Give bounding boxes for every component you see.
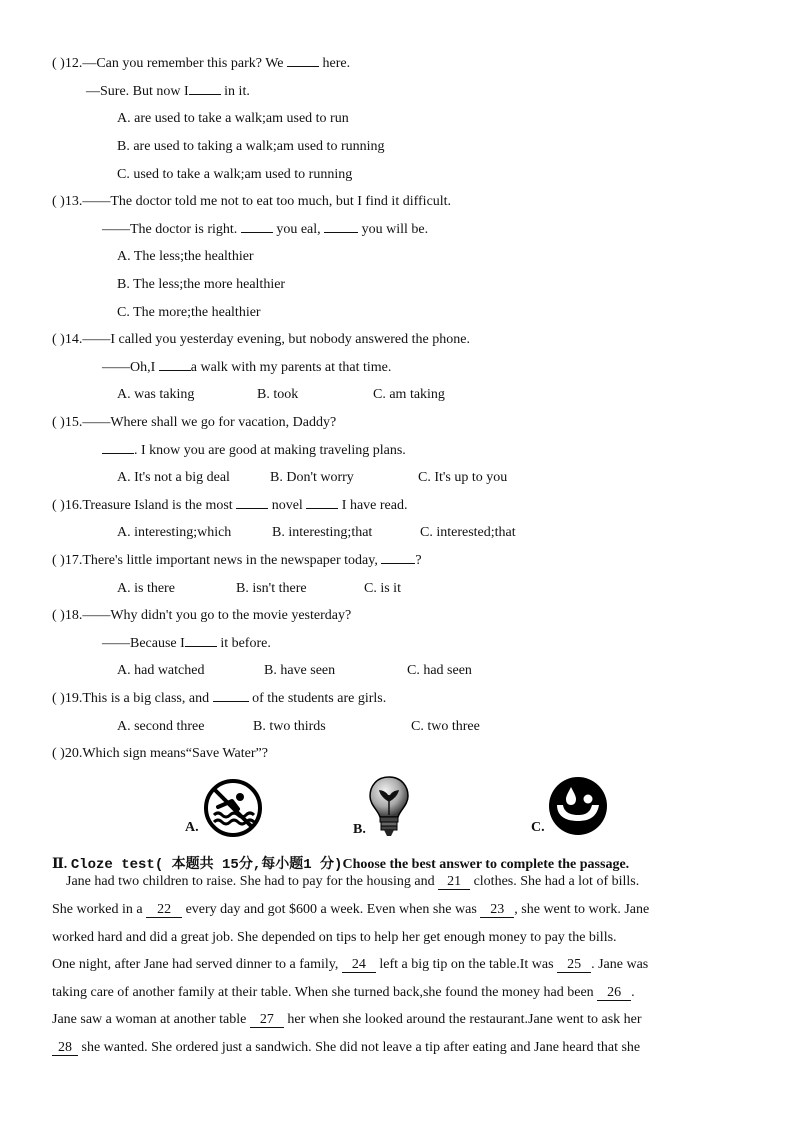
passage-text: . [631,985,635,1000]
question-stem: ——I called you yesterday evening, but nobody answered the phone. [82,332,470,347]
passage-text: she wanted. She ordered just a sandwich. She did not leave a tip after eating and Jane heard that she [78,1040,641,1055]
option-a: A. are used to take a walk;am used to run [117,111,349,126]
passage-text: left a big tip on the table.It was [375,957,558,972]
question-stem: I have read. [338,498,408,513]
question-18-reply [102,635,271,653]
answer-blank[interactable] [185,646,217,647]
passage-text: One night, after Jane had served dinner to a family, [52,957,342,972]
passage-text: Jane had two children to raise. She had to pay for the housing and [52,874,439,889]
passage-line [52,984,742,1002]
question-stem: ——Why didn't you go to the movie yesterday? [82,608,352,623]
passage-text: , she went to work. Jane [514,902,650,917]
question-number: ( )20. [52,746,83,761]
passage-text: taking care of another family at their table. When she turned back,she found the money had been [52,985,598,1000]
answer-blank[interactable] [306,508,338,509]
question-19 [52,690,386,708]
question-stem: ——The doctor told me not to eat too much, but I find it difficult. [82,194,452,209]
question-stem: ——Where shall we go for vacation, Daddy? [82,415,337,430]
option-b: B. two thirds [253,719,326,734]
reply-text: . I know you are good at making traveling plans. [134,443,406,458]
question-stem: here. [319,56,351,71]
passage-line [52,1039,742,1057]
blank-28[interactable]: 28 [52,1041,78,1056]
sign-b-label: B. [353,822,366,837]
question-number: ( )19. [52,691,83,706]
question-number: ( )16. [52,498,83,513]
blank-27[interactable]: 27 [250,1013,284,1028]
question-15 [52,414,336,432]
option-b: B. have seen [264,663,336,678]
reply-text: you eal, [272,222,325,237]
passage-line [52,901,742,919]
question-stem: There's little important news in the newspaper today, [82,553,382,568]
reply-text: ——The doctor is right. [102,222,241,237]
reply-text: ——Oh,I [102,360,159,375]
question-number: ( )14. [52,332,83,347]
option-b: B. are used to taking a walk;am used to running [117,139,385,154]
reply-text: you will be. [358,222,429,237]
reply-text: ——Because I [102,636,185,651]
blank-23[interactable]: 23 [480,903,514,918]
question-20 [52,745,268,763]
question-number: ( )12. [52,56,83,71]
question-16 [52,497,407,515]
answer-blank[interactable] [324,232,358,233]
question-18 [52,607,351,625]
passage-text: She worked in a [52,902,147,917]
question-14 [52,331,470,349]
answer-blank[interactable] [159,370,191,371]
question-stem: of the students are girls. [248,691,387,706]
sign-a-label: A. [185,820,199,835]
section-number: Ⅱ. [52,857,68,872]
reply-text: in it. [220,84,250,99]
option-c: C. It's up to you [418,470,508,485]
section-heading: Cloze test( 本题共 15分,每小题1 分) [70,857,343,873]
option-a: A. interesting;which [117,525,232,540]
sign-c-label: C. [531,820,545,835]
option-b: B. Don't worry [270,470,354,485]
question-stem: novel [268,498,307,513]
section-instruction: Choose the best answer to complete the passage. [342,857,630,872]
option-b: B. isn't there [236,581,307,596]
passage-line [52,1011,742,1029]
option-a: A. The less;the healthier [117,249,254,264]
answer-blank[interactable] [236,508,268,509]
question-number: ( )18. [52,608,83,623]
option-c: C. am taking [373,387,445,402]
passage-text: her when she looked around the restaurant.Jane went to ask her [283,1012,642,1027]
lightbulb-icon[interactable] [367,775,411,839]
answer-blank[interactable] [102,453,134,454]
option-a: A. second three [117,719,205,734]
question-number: ( )17. [52,553,83,568]
option-b: B. took [257,387,299,402]
water-drop-icon[interactable] [547,775,609,837]
blank-24[interactable]: 24 [342,958,376,973]
question-12-reply [86,83,250,101]
no-swimming-icon[interactable] [202,777,264,839]
option-a: A. was taking [117,387,195,402]
question-stem: —Can you remember this park? We [82,56,287,71]
option-a: A. had watched [117,663,205,678]
answer-blank[interactable] [287,66,319,67]
passage-text: clothes. She had a lot of bills. [470,874,640,889]
option-c: C. interested;that [420,525,516,540]
option-a: A. is there [117,581,175,596]
option-c: C. is it [364,581,401,596]
blank-21[interactable]: 21 [438,875,470,890]
blank-26[interactable]: 26 [597,986,631,1001]
answer-blank[interactable] [213,701,249,702]
reply-text: —Sure. But now I [86,84,189,99]
option-b: B. interesting;that [272,525,373,540]
option-b: B. The less;the more healthier [117,277,286,292]
option-c: C. two three [411,719,480,734]
answer-blank[interactable] [241,232,273,233]
reply-text: a walk with my parents at that time. [190,360,392,375]
passage-line: worked hard and did a great job. She depended on tips to help her get enough money to pay the bills. [52,930,617,945]
question-12 [52,55,350,73]
question-number: ( )15. [52,415,83,430]
blank-25[interactable]: 25 [557,958,591,973]
blank-22[interactable]: 22 [146,903,182,918]
passage-line [52,873,742,891]
question-15-reply [102,442,406,460]
question-17 [52,552,422,570]
option-c: C. had seen [407,663,472,678]
answer-blank[interactable] [189,94,221,95]
question-stem: Treasure Island is the most [82,498,237,513]
question-13 [52,193,451,211]
option-c: C. used to take a walk;am used to running [117,167,353,182]
question-stem: ? [415,553,422,568]
option-a: A. It's not a big deal [117,470,230,485]
option-c: C. The more;the healthier [117,305,261,320]
answer-blank[interactable] [381,563,415,564]
passage-text: Jane saw a woman at another table [52,1012,250,1027]
section-title [52,853,629,873]
passage-text: . Jane was [591,957,649,972]
passage-text: every day and got $600 a week. Even when she was [182,902,481,917]
question-14-reply [102,359,391,377]
question-stem: Which sign means“Save Water”? [82,746,268,761]
question-13-reply [102,221,428,239]
question-number: ( )13. [52,194,83,209]
question-stem: This is a big class, and [82,691,213,706]
reply-text: it before. [216,636,271,651]
passage-line [52,956,742,974]
